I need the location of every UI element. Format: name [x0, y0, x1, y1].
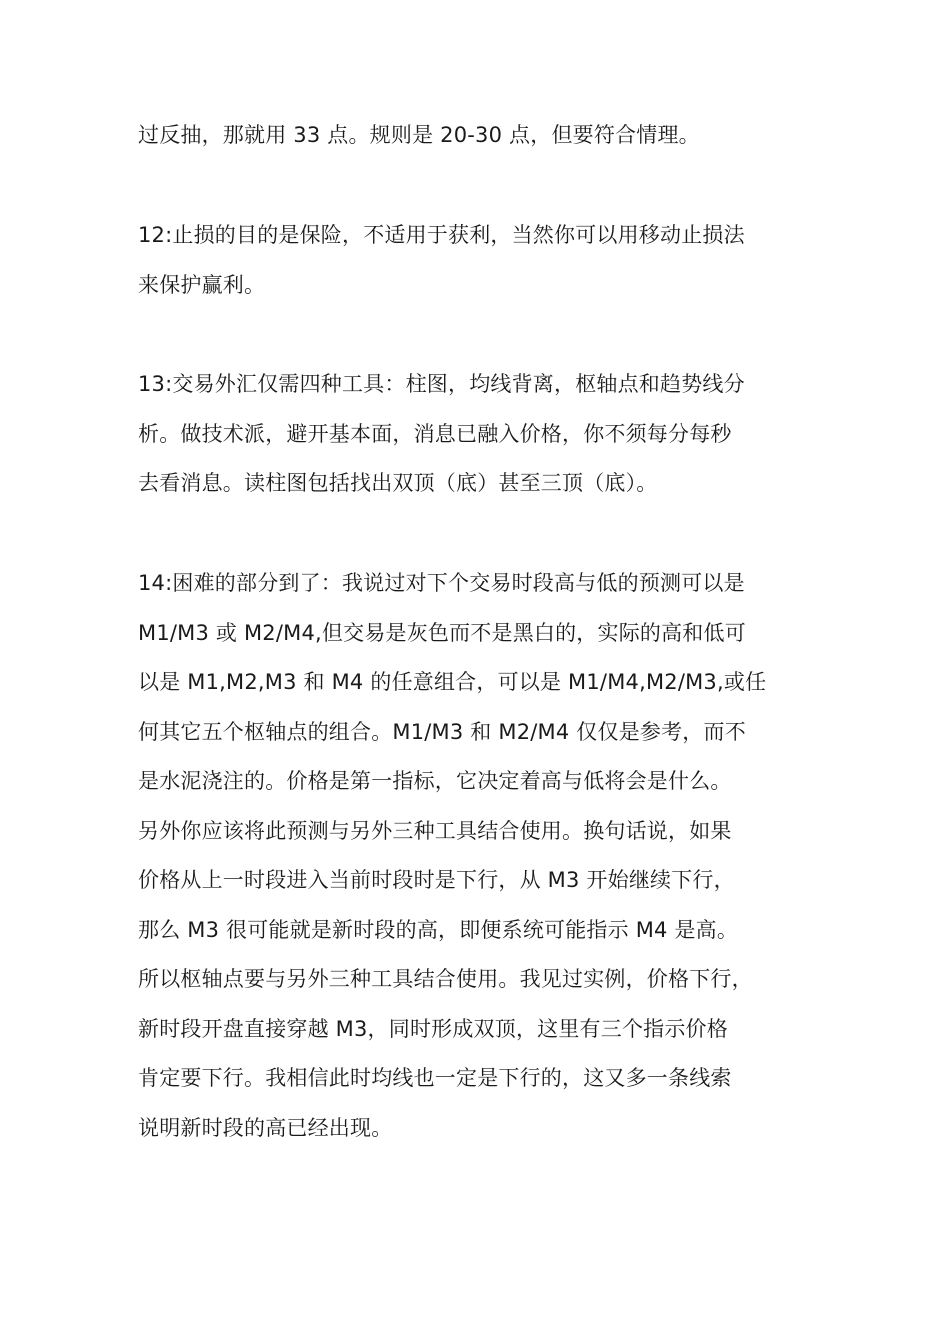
- text-line: 那么 M3 很可能就是新时段的高，即便系统可能指示 M4 是高。: [138, 917, 739, 942]
- paragraph-stop-loss-points: [138, 111, 818, 161]
- text-line: 是水泥浇注的。价格是第一指标，它决定着高与低将会是什么。: [138, 769, 732, 793]
- paragraph-14-pivot-prediction: [138, 559, 818, 1153]
- text-line: 肯定要下行。我相信此时均线也一定是下行的，这又多一条线索: [138, 1066, 732, 1090]
- text-line: 来保护赢利。: [138, 272, 266, 297]
- text-line: 12:止损的目的是保险，不适用于获利，当然你可以用移动止损法: [138, 223, 745, 247]
- text-line: 过反抽，那就用 33 点。规则是 20-30 点，但要符合情理。: [138, 123, 700, 147]
- text-line: 去看消息。读柱图包括找出双顶（底）甚至三顶（底）。: [138, 471, 658, 495]
- text-line: 价格从上一时段进入当前时段时是下行，从 M3 开始继续下行，: [138, 868, 735, 892]
- text-line: 以是 M1,M2,M3 和 M4 的任意组合，可以是 M1/M4,M2/M3,或任: [138, 670, 767, 694]
- text-line: 析。做技术派，避开基本面，消息已融入价格，你不须每分每秒: [138, 421, 732, 446]
- paragraph-12-stop-loss-purpose: [138, 211, 818, 310]
- paragraph-13-four-tools: [138, 360, 818, 509]
- text-line: 14:困难的部分到了：我说过对下个交易时段高与低的预测可以是: [138, 571, 745, 595]
- text-line: M1/M3 或 M2/M4,但交易是灰色而不是黑白的，实际的高和低可: [138, 620, 746, 645]
- text-line: 所以枢轴点要与另外三种工具结合使用。我见过实例，价格下行，: [138, 967, 753, 991]
- text-line: 新时段开盘直接穿越 M3，同时形成双顶，这里有三个指示价格: [138, 1016, 728, 1041]
- text-line: 何其它五个枢轴点的组合。M1/M3 和 M2/M4 仅仅是参考，而不: [138, 719, 746, 744]
- text-line: 13:交易外汇仅需四种工具：柱图，均线背离，枢轴点和趋势线分: [138, 372, 745, 396]
- text-line: 另外你应该将此预测与另外三种工具结合使用。换句话说，如果: [138, 818, 732, 843]
- text-line: 说明新时段的高已经出现。: [138, 1115, 393, 1140]
